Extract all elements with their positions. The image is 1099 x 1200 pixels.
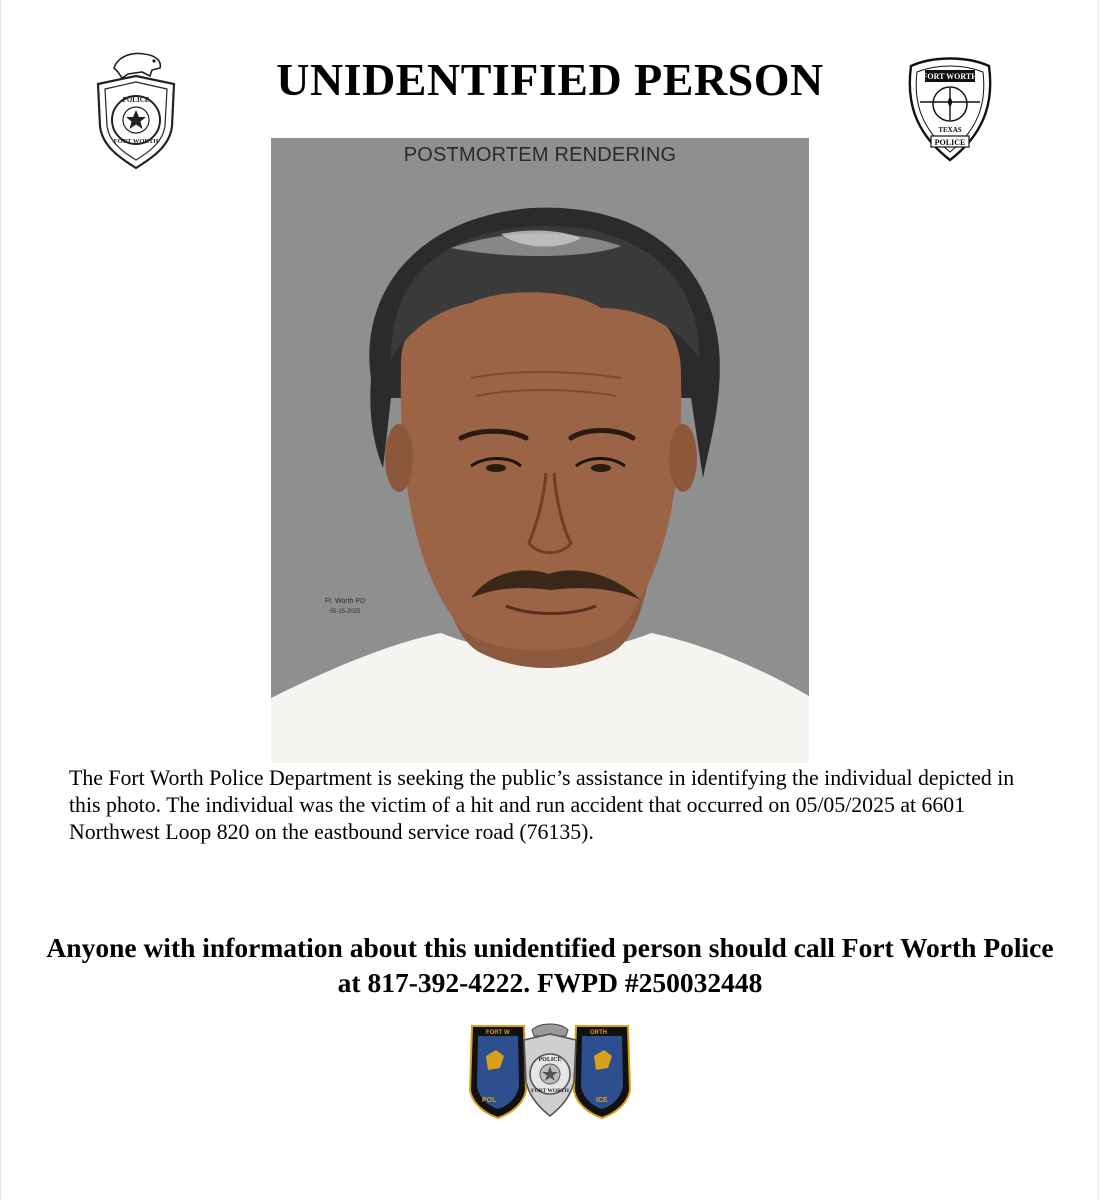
artist-stamp (305, 598, 385, 615)
svg-text:FORT W: FORT W (486, 1030, 510, 1036)
description-paragraph: The Fort Worth Police Department is seeking the public’s assistance in identifying the individual depicted in this photo. The individual was the victim of a hit and run accident that occurred on 05/05/2025 at 6601 Northwest Loop 820 on the eastbound service road (76135). (69, 766, 1015, 844)
rendering-heading: POSTMORTEM RENDERING (403, 144, 677, 166)
stamp-agency: Ft. Worth PD (324, 598, 366, 605)
fort-worth-police-patch-icon (466, 1020, 634, 1120)
svg-text:POLICE: POLICE (934, 138, 966, 147)
svg-text:POLICE: POLICE (538, 1057, 562, 1063)
police-patch-icon (903, 52, 997, 166)
svg-text:ORTH: ORTH (590, 1030, 607, 1036)
page-title: UNIDENTIFIED PERSON (276, 54, 824, 105)
portrait-illustration (271, 138, 809, 763)
postmortem-rendering-image (271, 138, 809, 763)
svg-text:FORT WORTH: FORT WORTH (113, 138, 159, 145)
contact-callout: Anyone with information about this unidentified person should call Fort Worth Police at 817-392-4222. FWPD #250032448 (46, 932, 1054, 998)
svg-text:ICE: ICE (596, 1097, 608, 1104)
svg-text:FORT WORTH: FORT WORTH (922, 72, 978, 81)
stamp-date: 05-15-2025 (329, 609, 361, 615)
svg-text:POLICE: POLICE (122, 96, 150, 104)
svg-text:POL: POL (482, 1097, 497, 1104)
svg-text:TEXAS: TEXAS (938, 126, 962, 134)
svg-text:FORT WORTH: FORT WORTH (531, 1088, 569, 1094)
police-badge-icon (92, 46, 180, 172)
